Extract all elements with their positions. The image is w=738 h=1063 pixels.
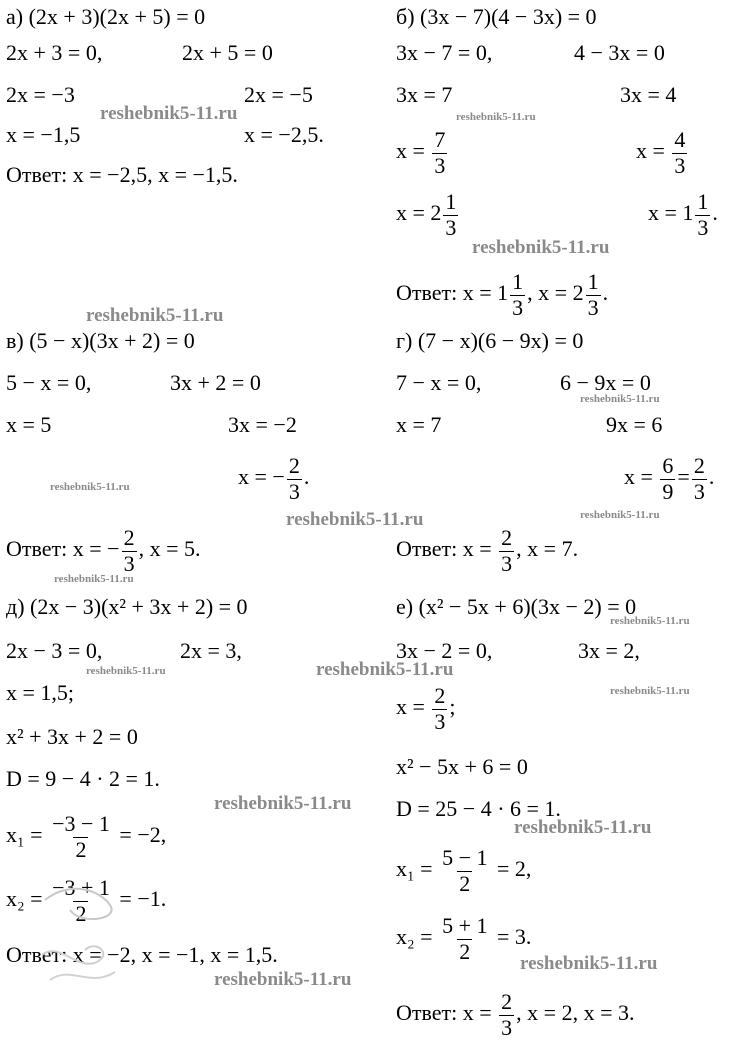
x-label: x = [396,694,425,720]
problem-b-step1-left: 3x − 7 = 0, [396,40,493,65]
watermark: reshebnik5-11.ru [214,793,352,814]
denominator: 3 [693,478,705,504]
numerator: 2 [288,453,300,478]
fraction [499,990,514,1040]
numerator: 1 [587,269,599,294]
denominator: 3 [512,294,524,320]
problem-g-step1-left: 7 − x = 0, [396,370,482,395]
fraction [692,454,707,504]
fraction [440,914,489,964]
denominator: 3 [288,478,300,504]
problem-v-step1-left: 5 − x = 0, [6,370,92,395]
problem-d-root1 [6,812,166,862]
answer-suffix: , x = 7. [516,536,579,562]
fraction [432,684,447,734]
denominator: 9 [662,478,674,504]
problem-e-step2 [396,684,456,734]
root-label: x₁ = [6,822,43,848]
watermark: reshebnik5-11.ru [214,969,352,990]
problem-g-equation: г) (7 − x)(6 − 9x) = 0 [396,328,584,353]
problem-e-step1-right: 3x = 2, [578,638,640,663]
numerator: 1 [512,269,524,294]
denominator: 3 [587,294,599,320]
whole-part: 2 [430,200,442,226]
fraction [287,454,302,504]
watermark: reshebnik5-11.ru [580,393,660,405]
numerator: −3 − 1 [52,811,110,836]
answer-middle: , x = 2 [527,280,584,306]
fraction [586,270,601,320]
problem-b-mixed-left [396,190,460,240]
problem-b-equation: б) (3x − 7)(4 − 3x) = 0 [396,4,597,29]
watermark: reshebnik5-11.ru [86,665,166,677]
problem-b-step2-left: 3x = 7 [396,82,453,107]
watermark: reshebnik5-11.ru [100,103,238,124]
problem-v-equation: в) (5 − x)(3x + 2) = 0 [6,328,195,353]
fraction [432,128,447,178]
problem-a-step1-right: 2x + 5 = 0 [182,40,273,65]
problem-a-step2-right: 2x = −5 [244,82,313,107]
answer-prefix: Ответ: x = [396,536,492,562]
denominator: 2 [75,836,87,862]
problem-a-equation: а) (2x + 3)(2x + 5) = 0 [6,4,206,29]
denominator: 3 [445,214,457,240]
problem-b-answer: Ответ: x = 1 $\frac{1}{3}$ , x = 2 $\frac{1}{3}$ . [396,269,609,320]
problem-g-step2-right: 9x = 6 [606,412,663,437]
x-label: x = [396,200,425,226]
numerator: 2 [501,989,513,1014]
problem-e-root1 [396,846,531,896]
answer-suffix: , x = 2, x = 3. [516,1000,635,1026]
fraction [50,812,112,862]
problem-d-equation: д) (2x − 3)(x² + 3x + 2) = 0 [6,594,248,619]
watermark: reshebnik5-11.ru [286,509,424,530]
problem-e-discriminant: D = 25 − 4 · 6 = 1. [396,796,561,821]
denominator: 2 [459,870,471,896]
problem-a-step3-right: x = −2,5. [244,122,324,147]
fraction [499,526,514,576]
problem-v-answer [6,526,201,576]
denominator: 3 [123,550,135,576]
problem-d-step1-right: 2x = 3, [180,638,242,663]
root-result: = 3. [497,924,532,950]
numerator: 2 [123,525,135,550]
fraction [695,190,710,240]
numerator: 6 [662,453,674,478]
numerator: 5 + 1 [442,913,488,938]
numerator: 5 − 1 [442,845,488,870]
problem-e-quadratic: x² − 5x + 6 = 0 [396,754,528,779]
denominator: 3 [674,152,686,178]
watermark-logo-scribble [40,880,150,990]
problem-v-step1-right: 3x + 2 = 0 [170,370,261,395]
whole-part: 1 [682,200,694,226]
problem-e-answer [396,990,635,1040]
numerator: 4 [674,127,686,152]
problem-a-step2-left: 2x = −3 [6,82,75,107]
problem-d-step1-left: 2x − 3 = 0, [6,638,103,663]
watermark: reshebnik5-11.ru [456,111,536,123]
denominator: 2 [75,900,87,926]
watermark: reshebnik5-11.ru [514,817,652,838]
numerator: −3 + 1 [52,875,110,900]
problem-v-step3: x = − $\frac{2}{3}$ . [238,453,310,504]
watermark: reshebnik5-11.ru [472,237,610,258]
watermark: reshebnik5-11.ru [86,305,224,326]
fraction [672,128,687,178]
denominator: 3 [697,214,709,240]
problem-a-step3-left: x = −1,5 [6,122,81,147]
problem-b-fraction-right [636,128,689,178]
root-result: = 2, [497,856,532,882]
numerator: 2 [501,525,513,550]
x-label: x = − [238,464,285,490]
problem-e-root2 [396,914,531,964]
watermark: reshebnik5-11.ru [316,659,454,680]
denominator: 3 [434,708,446,734]
problem-a-step1-left: 2x + 3 = 0, [6,40,103,65]
fraction [122,526,137,576]
problem-d-step2: x = 1,5; [6,680,75,705]
watermark: reshebnik5-11.ru [520,953,658,974]
numerator: 2 [693,453,705,478]
problem-e-equation: е) (x² − 5x + 6)(3x − 2) = 0 [396,594,637,619]
semicolon: ; [449,694,456,720]
problem-g-step3: x = $\frac{6}{9}$ = $\frac{2}{3}$ . [624,453,715,504]
problem-v-step2-right: 3x = −2 [228,412,297,437]
problem-b-step2-right: 3x = 4 [620,82,677,107]
numerator: 7 [434,127,446,152]
problem-d-answer: Ответ: x = −2, x = −1, x = 1,5. [6,942,278,967]
numerator: 2 [434,683,446,708]
denominator: 3 [501,550,513,576]
problem-b-mixed-right: x = 1 $\frac{1}{3}$ . [648,189,718,240]
watermark: reshebnik5-11.ru [610,685,690,697]
root-label: x₂ = [6,886,43,912]
problem-b-fraction-left [396,128,449,178]
answer-prefix: Ответ: x = 1 [396,280,509,306]
problem-v-step2-left: x = 5 [6,412,52,437]
problem-a-answer: Ответ: x = −2,5, x = −1,5. [6,162,238,187]
problem-g-answer [396,526,578,576]
problem-g-step1-right: 6 − 9x = 0 [560,370,651,395]
denominator: 2 [459,938,471,964]
problem-e-step1-left: 3x − 2 = 0, [396,638,493,663]
root-label: x₂ = [396,924,433,950]
problem-d-discriminant: D = 9 − 4 · 2 = 1. [6,766,160,791]
x-label: x = [624,464,653,490]
denominator: 3 [434,152,446,178]
problem-g-step2-left: x = 7 [396,412,442,437]
denominator: 3 [501,1014,513,1040]
answer-prefix: Ответ: x = − [6,536,120,562]
watermark: reshebnik5-11.ru [50,481,130,493]
x-label: x = [636,138,665,164]
root-label: x₁ = [396,856,433,882]
answer-suffix: , x = 5. [138,536,201,562]
problem-b-step1-right: 4 − 3x = 0 [574,40,665,65]
fraction [510,270,525,320]
x-label: x = [648,200,677,226]
watermark: reshebnik5-11.ru [54,573,134,585]
answer-prefix: Ответ: x = [396,1000,492,1026]
root-result: = −2, [119,822,167,848]
numerator: 1 [445,189,457,214]
x-label: x = [396,138,425,164]
fraction [440,846,489,896]
root-result: = −1. [119,886,167,912]
numerator: 1 [697,189,709,214]
fraction [660,454,675,504]
watermark: reshebnik5-11.ru [580,509,660,521]
problem-d-quadratic: x² + 3x + 2 = 0 [6,724,138,749]
fraction [443,190,458,240]
watermark: reshebnik5-11.ru [610,615,690,627]
